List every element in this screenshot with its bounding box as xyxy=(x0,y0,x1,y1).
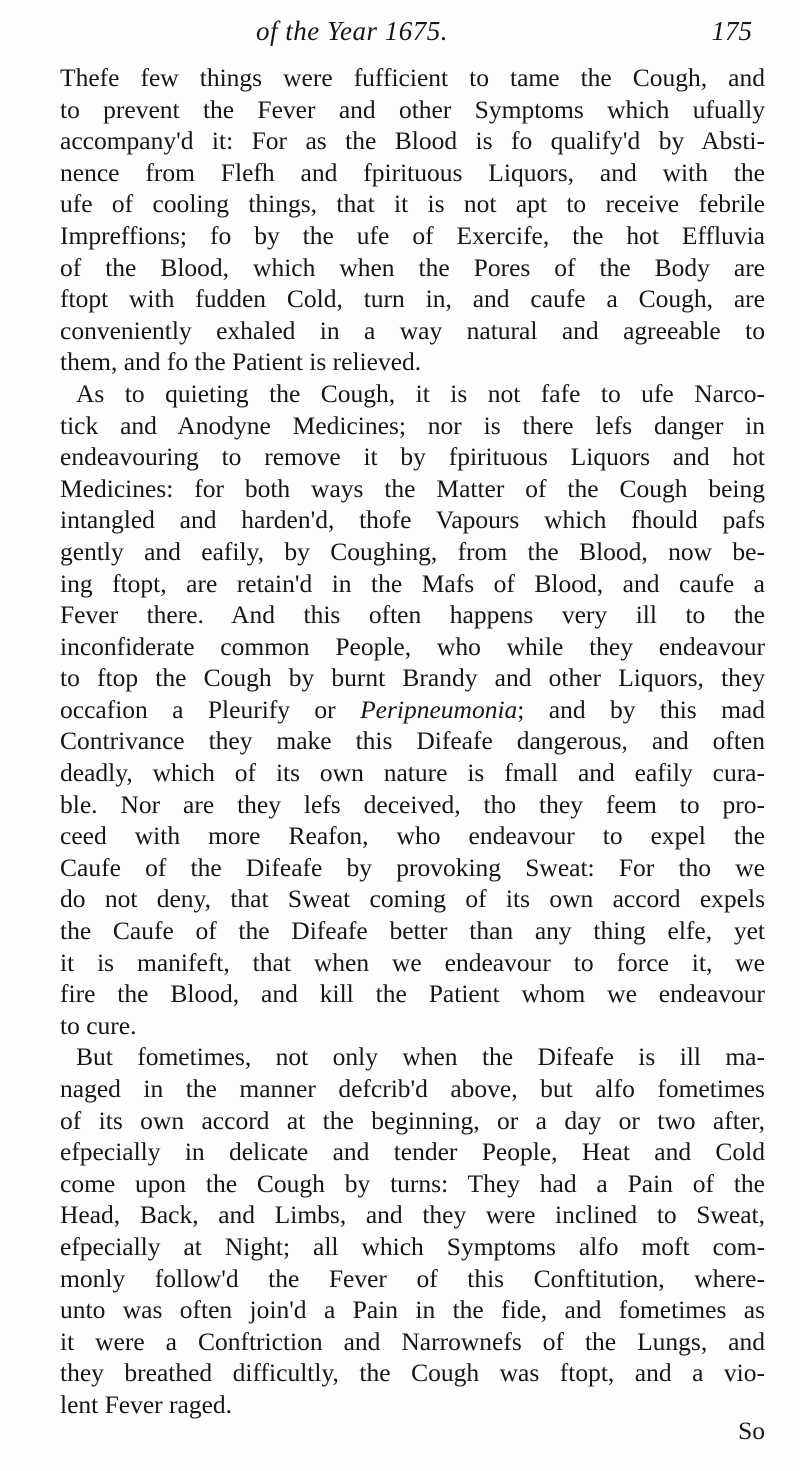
text-line: deadly, which of its own nature is fmall and eafily cura- xyxy=(60,758,765,788)
text-line: Medicines: for both ways the Matter of the Cough being xyxy=(60,473,765,503)
text-line: Caufe of the Difeafe by provoking Sweat: For tho we xyxy=(60,852,765,882)
text-line: ing ftopt, are retain'd in the Mafs of Blood, and caufe a xyxy=(60,568,765,598)
text-line: intangled and harden'd, thofe Vapours which fhould pafs xyxy=(60,505,765,535)
text-line: fire the Blood, and kill the Patient whom we endeavour xyxy=(60,979,765,1009)
text-line: ufe of cooling things, that it is not apt to receive febrile xyxy=(60,189,765,219)
text-line: Impreffions; fo by the ufe of Exercife, the hot Effluvia xyxy=(60,220,765,250)
text-line: come upon the Cough by turns: They had a Pain of the xyxy=(60,1168,765,1198)
text-line: gently and eafily, by Coughing, from the Blood, now be- xyxy=(60,536,765,566)
text-line: to cure. xyxy=(60,1010,137,1040)
text-line: of its own accord at the beginning, or a day or two after, xyxy=(60,1105,765,1135)
text-line: efpecially at Night; all which Symptoms alfo moft com- xyxy=(60,1231,765,1261)
text-line: do not deny, that Sweat coming of its own accord expels xyxy=(60,884,765,914)
text-line: to prevent the Fever and other Symptoms which ufually xyxy=(60,94,765,124)
text-line: ceed with more Reafon, who endeavour to expel the xyxy=(60,821,765,851)
text-line: Contrivance they make this Difeafe dangerous, and often xyxy=(60,726,765,756)
catchword: So xyxy=(738,1416,765,1445)
text-line: ble. Nor are they lefs deceived, tho they feem to pro- xyxy=(60,789,765,819)
page-number: 175 xyxy=(711,16,752,46)
text-line: occafion a Pleurify or Peripneumonia; and by this mad xyxy=(60,694,766,724)
text-line: the Caufe of the Difeafe better than any thing elfe, yet xyxy=(60,916,765,946)
text-line: Thefe few things were fufficient to tame the Cough, and xyxy=(60,63,765,92)
text-line: conveniently exhaled in a way natural and agreeable to xyxy=(60,315,765,345)
text-line: endeavouring to remove it by fpirituous Liquors and hot xyxy=(60,442,765,472)
text-line: unto was often join'd a Pain in the fide, and fometimes as xyxy=(60,1295,765,1325)
text-line: lent Fever raged. xyxy=(60,1389,233,1419)
text-line: naged in the manner defcrib'd above, but alfo fometimes xyxy=(60,1074,765,1103)
text-line: of the Blood, which when the Pores of the Body are xyxy=(60,252,765,282)
text-line: nence from Flefh and fpirituous Liquors, and with the xyxy=(60,157,765,187)
catchword-row xyxy=(60,1416,765,1450)
text-line: accompany'd it: For as the Blood is fo qualify'd by Absti- xyxy=(60,126,765,156)
text-line: ftopt with fudden Cold, turn in, and caufe a Cough, are xyxy=(60,284,765,314)
text-line: Head, Back, and Limbs, and they were inclined to Sweat, xyxy=(60,1200,765,1230)
text-line: inconfiderate common People, who while they endeavour xyxy=(60,631,765,661)
text-line: But fometimes, not only when the Difeafe is ill ma- xyxy=(76,1042,765,1072)
text-line: to ftop the Cough by burnt Brandy and other Liquors, they xyxy=(60,663,765,693)
body-text xyxy=(60,62,765,1421)
text-line: it were a Conftriction and Narrownefs of the Lungs, and xyxy=(60,1326,765,1356)
running-head: of the Year 1675. xyxy=(256,16,449,46)
text-line: they breathed difficultly, the Cough was ftopt, and a vio- xyxy=(60,1358,765,1388)
text-line: monly follow'd the Fever of this Conftitution, where- xyxy=(60,1263,765,1293)
text-line: them, and fo the Patient is relieved. xyxy=(60,347,422,377)
text-line: As to quieting the Cough, it is not fafe to ufe Narco- xyxy=(76,378,765,408)
text-line: efpecially in delicate and tender People, Heat and Cold xyxy=(60,1137,765,1167)
text-line: Fever there. And this often happens very ill to the xyxy=(60,600,765,630)
text-line: it is manifeft, that when we endeavour to force it, we xyxy=(60,947,765,977)
text-line: tick and Anodyne Medicines; nor is there lefs danger in xyxy=(60,410,765,440)
page-header xyxy=(60,16,760,60)
